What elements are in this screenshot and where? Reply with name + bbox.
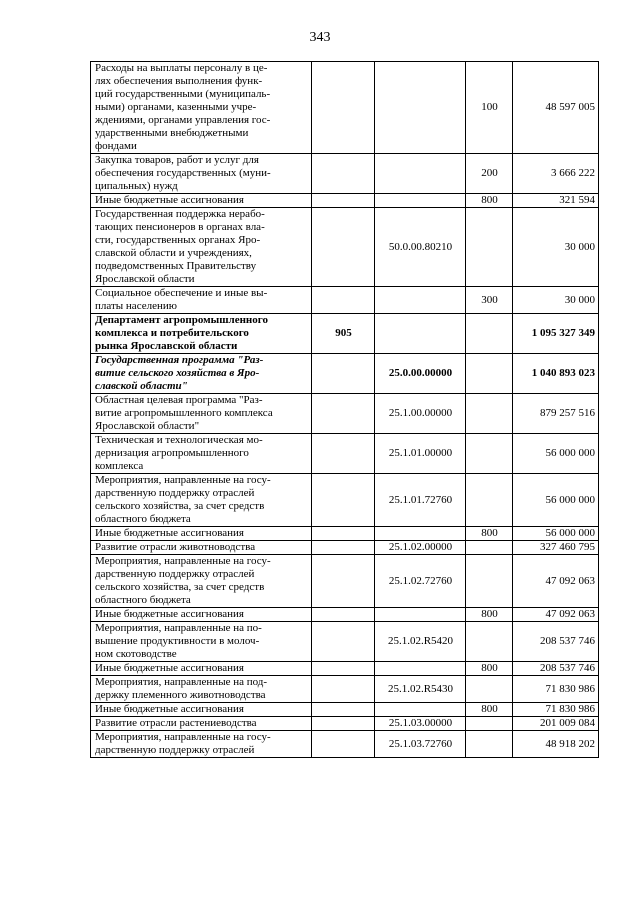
row-name-cell — [91, 662, 312, 676]
row-name-line: лях обеспечения выполнения функ- — [95, 75, 263, 87]
row-name-line: Ярославской области" — [95, 420, 200, 432]
row-name-line: дарственную поддержку отраслей — [95, 744, 255, 756]
amount-cell: 47 092 063 — [513, 608, 599, 622]
expense-type-cell — [466, 208, 513, 287]
table-row — [91, 703, 599, 717]
row-name-line: Иные бюджетные ассигнования — [95, 703, 244, 715]
department-code-cell — [312, 622, 375, 662]
row-name-line: Мероприятия, направленные на под- — [95, 676, 268, 688]
department-code-cell — [312, 474, 375, 527]
table-row — [91, 731, 599, 758]
row-name-line: Ярославской области — [95, 273, 195, 285]
row-name-line: Развитие отрасли растениеводства — [95, 717, 257, 729]
department-code-cell — [312, 194, 375, 208]
table-row — [91, 287, 599, 314]
row-name-cell — [91, 354, 312, 394]
expense-type-cell — [466, 434, 513, 474]
table-row — [91, 608, 599, 622]
row-name-line: сельского хозяйства, за счет средств — [95, 500, 265, 512]
department-code-cell — [312, 731, 375, 758]
expense-type-cell — [466, 731, 513, 758]
amount-cell: 201 009 084 — [513, 717, 599, 731]
row-name-line: подведомственных Правительству — [95, 260, 257, 272]
table-row — [91, 394, 599, 434]
table-row — [91, 208, 599, 287]
row-name-line: витие агропромышленного комплекса — [95, 407, 273, 419]
amount-cell: 327 460 795 — [513, 541, 599, 555]
row-name-line: ждениями, органами управления гос- — [95, 114, 271, 126]
row-name-line: Техническая и технологическая мо- — [95, 434, 263, 446]
row-name-line: областного бюджета — [95, 594, 191, 606]
row-name-line: Департамент агропромышленного — [95, 314, 268, 326]
table-row — [91, 541, 599, 555]
row-name-line: сти, государственных органах Яро- — [95, 234, 261, 246]
row-name-cell — [91, 703, 312, 717]
expense-type-cell: 200 — [466, 154, 513, 194]
row-name-line: Развитие отрасли животноводства — [95, 541, 256, 553]
amount-cell: 208 537 746 — [513, 662, 599, 676]
table-row — [91, 662, 599, 676]
amount-cell: 3 666 222 — [513, 154, 599, 194]
row-name-line: Мероприятия, направленные на по- — [95, 622, 262, 634]
target-article-cell — [375, 194, 466, 208]
amount-cell: 47 092 063 — [513, 555, 599, 608]
expense-type-cell: 800 — [466, 608, 513, 622]
row-name-cell — [91, 62, 312, 154]
row-name-cell — [91, 527, 312, 541]
amount-cell: 56 000 000 — [513, 527, 599, 541]
row-name-line: Иные бюджетные ассигнования — [95, 194, 244, 206]
table-row — [91, 555, 599, 608]
row-name-line: ципальных) нужд — [95, 180, 178, 192]
row-name-line: комплекса — [95, 460, 144, 472]
expense-type-cell — [466, 394, 513, 434]
department-code-cell — [312, 154, 375, 194]
target-article-cell — [375, 154, 466, 194]
row-name-cell — [91, 555, 312, 608]
row-name-cell — [91, 314, 312, 354]
row-name-line: ударственными внебюджетными — [95, 127, 249, 139]
target-article-cell — [375, 608, 466, 622]
row-name-line: Иные бюджетные ассигнования — [95, 662, 244, 674]
row-name-line: Мероприятия, направленные на госу- — [95, 731, 271, 743]
department-code-cell — [312, 608, 375, 622]
amount-cell: 1 040 893 023 — [513, 354, 599, 394]
expense-type-cell — [466, 314, 513, 354]
row-name-line: Расходы на выплаты персоналу в це- — [95, 62, 268, 74]
row-name-line: ций государственными (муниципаль- — [95, 88, 271, 100]
department-code-cell — [312, 287, 375, 314]
department-code-cell — [312, 527, 375, 541]
target-article-cell: 25.1.00.00000 — [375, 394, 466, 434]
expense-type-cell: 100 — [466, 62, 513, 154]
row-name-line: тающих пенсионеров в органах вла- — [95, 221, 265, 233]
row-name-line: Государственная поддержка нерабо- — [95, 208, 265, 220]
amount-cell: 48 597 005 — [513, 62, 599, 154]
expense-type-cell: 300 — [466, 287, 513, 314]
row-name-line: дарственную поддержку отраслей — [95, 568, 255, 580]
row-name-cell — [91, 194, 312, 208]
row-name-line: ном скотоводстве — [95, 648, 177, 660]
department-code-cell — [312, 717, 375, 731]
amount-cell: 321 594 — [513, 194, 599, 208]
row-name-line: обеспечения государственных (муни- — [95, 167, 271, 179]
expense-type-cell: 800 — [466, 662, 513, 676]
expense-type-cell: 800 — [466, 703, 513, 717]
department-code-cell — [312, 208, 375, 287]
target-article-cell — [375, 314, 466, 354]
budget-table — [90, 61, 599, 758]
row-name-line: областного бюджета — [95, 513, 191, 525]
department-code-cell — [312, 541, 375, 555]
department-code-cell — [312, 703, 375, 717]
row-name-line: дарственную поддержку отраслей — [95, 487, 255, 499]
expense-type-cell — [466, 717, 513, 731]
department-code-cell — [312, 434, 375, 474]
expense-type-cell — [466, 676, 513, 703]
expense-type-cell — [466, 474, 513, 527]
row-name-line: Государственная программа "Раз- — [95, 354, 264, 366]
row-name-cell — [91, 676, 312, 703]
expense-type-cell: 800 — [466, 194, 513, 208]
table-row — [91, 314, 599, 354]
amount-cell: 48 918 202 — [513, 731, 599, 758]
amount-cell: 879 257 516 — [513, 394, 599, 434]
target-article-cell: 25.1.02.R5430 — [375, 676, 466, 703]
table-row — [91, 62, 599, 154]
row-name-cell — [91, 154, 312, 194]
department-code-cell — [312, 555, 375, 608]
row-name-line: фондами — [95, 140, 137, 152]
table-row — [91, 194, 599, 208]
target-article-cell — [375, 662, 466, 676]
row-name-line: Иные бюджетные ассигнования — [95, 608, 244, 620]
amount-cell: 30 000 — [513, 287, 599, 314]
table-row — [91, 622, 599, 662]
target-article-cell: 25.1.01.72760 — [375, 474, 466, 527]
row-name-line: рынка Ярославской области — [95, 340, 238, 352]
amount-cell: 56 000 000 — [513, 434, 599, 474]
row-name-cell — [91, 434, 312, 474]
department-code-cell — [312, 62, 375, 154]
department-code-cell — [312, 662, 375, 676]
target-article-cell: 25.1.01.00000 — [375, 434, 466, 474]
table-row — [91, 676, 599, 703]
target-article-cell: 25.0.00.00000 — [375, 354, 466, 394]
amount-cell: 56 000 000 — [513, 474, 599, 527]
amount-cell: 71 830 986 — [513, 703, 599, 717]
budget-table-body — [91, 62, 599, 758]
expense-type-cell: 800 — [466, 527, 513, 541]
row-name-line: вышение продуктивности в молоч- — [95, 635, 260, 647]
row-name-cell — [91, 474, 312, 527]
target-article-cell — [375, 703, 466, 717]
amount-cell: 71 830 986 — [513, 676, 599, 703]
department-code-cell — [312, 676, 375, 703]
expense-type-cell — [466, 555, 513, 608]
target-article-cell: 25.1.03.72760 — [375, 731, 466, 758]
amount-cell: 1 095 327 349 — [513, 314, 599, 354]
row-name-line: славской области и учреждениях, — [95, 247, 252, 259]
amount-cell: 208 537 746 — [513, 622, 599, 662]
target-article-cell — [375, 287, 466, 314]
department-code-cell: 905 — [312, 314, 375, 354]
row-name-line: Иные бюджетные ассигнования — [95, 527, 244, 539]
row-name-line: витие сельского хозяйства в Яро- — [95, 367, 260, 379]
row-name-line: Мероприятия, направленные на госу- — [95, 555, 271, 567]
target-article-cell: 50.0.00.80210 — [375, 208, 466, 287]
target-article-cell: 25.1.03.00000 — [375, 717, 466, 731]
row-name-cell — [91, 541, 312, 555]
row-name-cell — [91, 622, 312, 662]
table-row — [91, 717, 599, 731]
table-row — [91, 527, 599, 541]
table-row — [91, 474, 599, 527]
row-name-line: дернизация агропромышленного — [95, 447, 249, 459]
row-name-cell — [91, 394, 312, 434]
row-name-line: платы населению — [95, 300, 177, 312]
table-row — [91, 154, 599, 194]
amount-cell: 30 000 — [513, 208, 599, 287]
expense-type-cell — [466, 622, 513, 662]
row-name-line: Закупка товаров, работ и услуг для — [95, 154, 259, 166]
row-name-line: Социальное обеспечение и иные вы- — [95, 287, 268, 299]
row-name-line: Областная целевая программа "Раз- — [95, 394, 263, 406]
row-name-line: сельского хозяйства, за счет средств — [95, 581, 265, 593]
row-name-line: ными) органами, казенными учре- — [95, 101, 257, 113]
row-name-cell — [91, 731, 312, 758]
row-name-cell — [91, 717, 312, 731]
table-row — [91, 354, 599, 394]
target-article-cell: 25.1.02.00000 — [375, 541, 466, 555]
target-article-cell — [375, 62, 466, 154]
row-name-line: держку племенного животноводства — [95, 689, 266, 701]
row-name-cell — [91, 608, 312, 622]
department-code-cell — [312, 394, 375, 434]
department-code-cell — [312, 354, 375, 394]
row-name-cell — [91, 287, 312, 314]
target-article-cell: 25.1.02.R5420 — [375, 622, 466, 662]
expense-type-cell — [466, 541, 513, 555]
target-article-cell — [375, 527, 466, 541]
row-name-cell — [91, 208, 312, 287]
row-name-line: Мероприятия, направленные на госу- — [95, 474, 271, 486]
table-row — [91, 434, 599, 474]
row-name-line: славской области" — [95, 380, 188, 392]
expense-type-cell — [466, 354, 513, 394]
page-number: 343 — [309, 30, 331, 45]
row-name-line: комплекса и потребительского — [95, 327, 249, 339]
target-article-cell: 25.1.02.72760 — [375, 555, 466, 608]
